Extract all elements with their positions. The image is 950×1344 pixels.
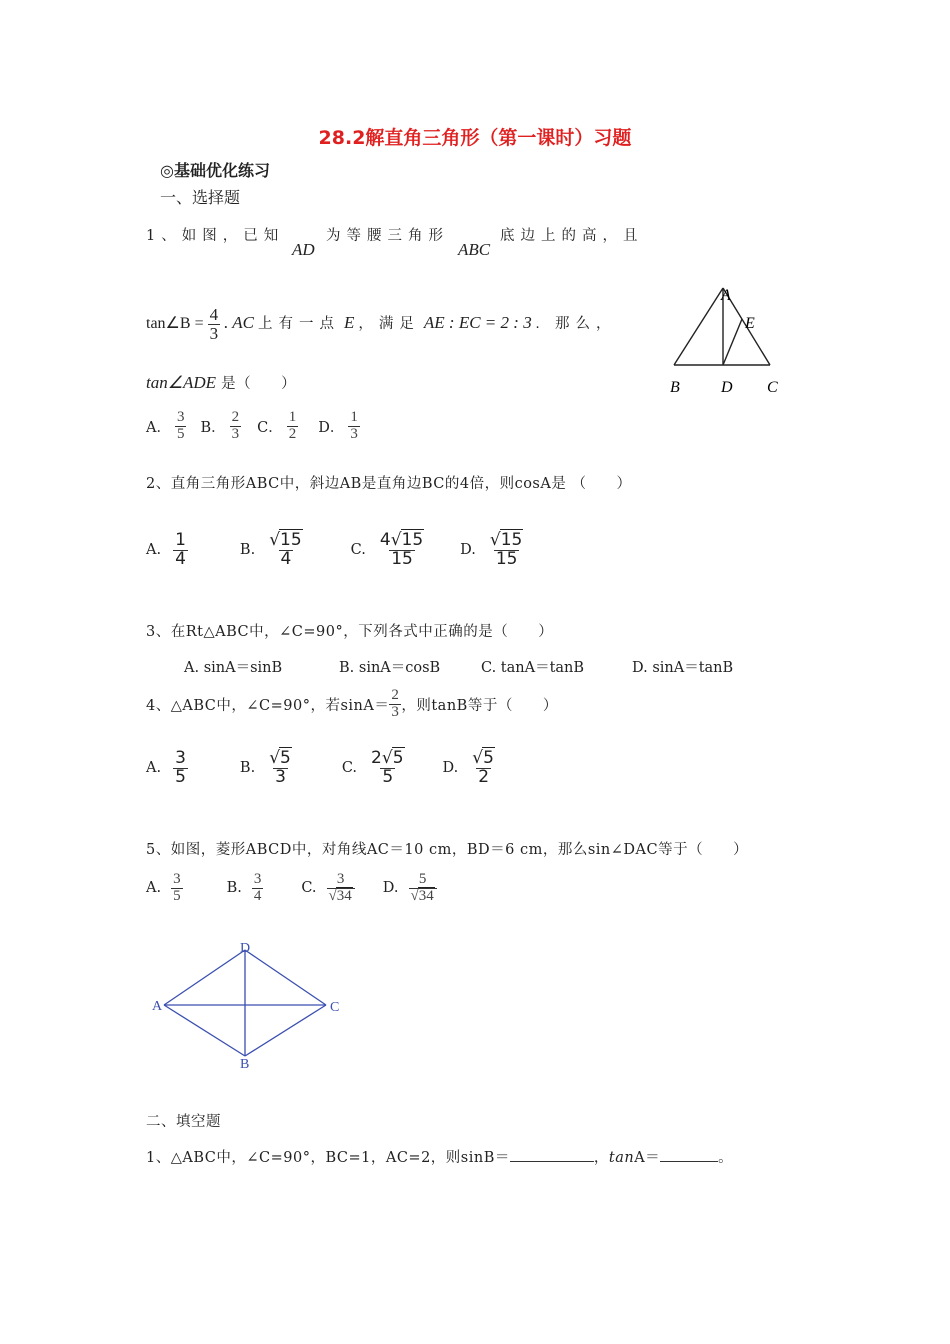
q1-triangle-figure bbox=[666, 282, 786, 398]
q5-fig-label-d: D bbox=[240, 941, 251, 956]
q2-option-radicand: 15 bbox=[280, 530, 302, 550]
fill-q1-line bbox=[146, 1146, 733, 1167]
q1-option-num: 3 bbox=[176, 409, 185, 425]
q1-option-fraction bbox=[348, 410, 360, 443]
q2-option-den: 15 bbox=[391, 548, 413, 569]
q5-fig-side-dc bbox=[245, 950, 326, 1005]
q2-option-den: 4 bbox=[175, 548, 186, 569]
q5-option-radicand: 34 bbox=[336, 887, 352, 904]
q1-line1-text: 1、如图，已知 bbox=[146, 228, 285, 244]
q1-option-fraction bbox=[287, 410, 299, 443]
q1-option-num: 2 bbox=[231, 409, 240, 425]
q5-option-radical-sign: √ bbox=[328, 887, 337, 904]
q5-option-radical-sign: √ bbox=[410, 887, 419, 904]
q2-option-label: B. bbox=[239, 542, 256, 559]
q2-option-numerator bbox=[488, 532, 525, 550]
q1-mid2-text: 底边上的高，且 bbox=[500, 228, 644, 244]
fill-q1-tail-a: A＝ bbox=[634, 1150, 661, 1166]
q4-option-radicand: 5 bbox=[483, 748, 494, 768]
q4-frac-num: 2 bbox=[391, 687, 400, 703]
q5-option-num: 5 bbox=[418, 871, 427, 887]
q4-text-post: ，则tanB等于（ ） bbox=[401, 697, 558, 714]
q1-fig-label-e: E bbox=[745, 315, 755, 332]
q2-option-radicand: 15 bbox=[401, 530, 424, 550]
q4-option-sqrt bbox=[472, 750, 495, 768]
q4-option-sqrt bbox=[382, 750, 405, 768]
q5-fig-label-a: A bbox=[152, 999, 163, 1014]
q5-option-num: 3 bbox=[173, 871, 181, 887]
q4-option-fraction bbox=[470, 750, 497, 787]
q4-option-den: 5 bbox=[175, 766, 186, 787]
q2-option-sqrt bbox=[490, 532, 523, 550]
q1-cond-text2: ，满足 bbox=[358, 316, 420, 333]
fill-q1-end: 。 bbox=[718, 1150, 734, 1166]
q2-option-numerator bbox=[378, 532, 426, 550]
q4-option-fraction bbox=[267, 750, 294, 787]
q3-option-a: A. sinA＝sinB bbox=[184, 660, 283, 676]
q5-option-radicand: 34 bbox=[418, 887, 434, 904]
q4-option-radicand: 5 bbox=[280, 748, 291, 768]
q3-option-c: C. tanA＝tanB bbox=[481, 660, 585, 676]
q1-option-den: 3 bbox=[231, 425, 240, 442]
q2-option-radical-sign: √ bbox=[390, 530, 402, 550]
q4-option-label: A. bbox=[146, 760, 162, 777]
q1-fig-label-c: C bbox=[767, 379, 778, 396]
fill-q1-text: 1、△ABC中，∠C=90°，BC=1，AC=2，则sinB＝ bbox=[146, 1150, 510, 1166]
q2-text: 2、直角三角形ABC中，斜边AB是直角边BC的4倍，则cosA是 （ ） bbox=[146, 476, 632, 492]
q1-option-label: C． bbox=[257, 419, 283, 436]
q2-option-num: 1 bbox=[175, 530, 186, 550]
q4-option-den: 5 bbox=[382, 766, 394, 787]
q4-option-label: C. bbox=[341, 760, 358, 777]
q2-option-numerator bbox=[267, 532, 304, 550]
q3-option-b: B. sinA＝cosB bbox=[339, 660, 441, 676]
q1-option-fraction bbox=[230, 410, 242, 443]
page-title: 28.2解直角三角形（第一课时）习题 bbox=[318, 127, 632, 149]
q5-fig-side-cb bbox=[245, 1005, 326, 1056]
q2-option-radicand: 15 bbox=[500, 530, 523, 550]
q4-option-radical-sign: √ bbox=[472, 748, 484, 768]
q3-text: 3、在Rt△ABC中，∠C=90°，下列各式中正确的是（ ） bbox=[146, 624, 554, 640]
q1-fig-label-d: D bbox=[721, 379, 733, 396]
fill-q1-blank-sinb[interactable] bbox=[510, 1161, 594, 1162]
q4-option-numerator bbox=[173, 750, 188, 768]
q5-option-fraction bbox=[171, 872, 183, 905]
q2-option-numerator bbox=[173, 532, 188, 550]
section-basic-heading: ◎基础优化练习 bbox=[160, 161, 270, 180]
q1-mid1-text: 为等腰三角形 bbox=[326, 228, 449, 244]
q1-tan-b-fraction bbox=[208, 306, 221, 343]
q2-option-label: D. bbox=[460, 542, 476, 559]
q1-options bbox=[146, 410, 364, 443]
q5-option-denominator bbox=[327, 888, 355, 905]
q1-fig-label-b: B bbox=[670, 379, 680, 396]
q2-option-den: 15 bbox=[495, 548, 518, 569]
q5-option-label: B. bbox=[226, 880, 242, 897]
q2-option-fraction bbox=[173, 532, 188, 569]
section-choice-heading: 一、选择题 bbox=[160, 188, 241, 207]
q1-option-label: D． bbox=[318, 419, 345, 436]
fill-q1-tan: tan bbox=[608, 1150, 635, 1166]
q2-option-sqrt bbox=[391, 532, 424, 550]
q4-option-radical-sign: √ bbox=[381, 748, 393, 768]
q2-option-den: 4 bbox=[280, 548, 292, 569]
q1-condition-line bbox=[146, 306, 616, 343]
q5-option-label: A. bbox=[146, 880, 162, 897]
q5-option-sqrt bbox=[329, 889, 353, 905]
q2-option-fraction bbox=[267, 532, 304, 569]
q1-var-abc: ABC bbox=[458, 240, 491, 259]
q5-option-den: 4 bbox=[253, 887, 262, 904]
q1-option-label: A． bbox=[146, 419, 171, 436]
q4-option-num: 3 bbox=[175, 748, 186, 768]
q1-tan-b-den: 3 bbox=[209, 323, 219, 343]
q1-option-num: 1 bbox=[350, 409, 358, 425]
q5-option-denominator bbox=[409, 888, 437, 905]
q2-option-label: C. bbox=[350, 542, 366, 559]
q4-option-sqrt bbox=[269, 750, 292, 768]
q5-option-sqrt bbox=[411, 889, 435, 905]
q5-fig-side-ad bbox=[164, 950, 245, 1005]
q1-cond-text1: 上有一点 bbox=[258, 316, 341, 333]
q4-text-line bbox=[146, 688, 558, 721]
q4-option-numerator bbox=[369, 750, 407, 768]
q4-option-coef: 2 bbox=[371, 748, 382, 768]
q5-option-num: 3 bbox=[253, 871, 262, 887]
q5-option-denominator bbox=[171, 888, 183, 905]
q5-rhombus-figure bbox=[150, 938, 350, 1072]
q5-option-fraction bbox=[252, 872, 264, 905]
q1-cond-ac: . AC bbox=[224, 313, 255, 333]
q5-option-num: 3 bbox=[336, 871, 345, 887]
q3-option-d: D. sinA＝tanB bbox=[632, 660, 734, 676]
q4-option-numerator bbox=[470, 750, 497, 768]
q5-text: 5、如图，菱形ABCD中，对角线AC＝10 cm，BD＝6 cm，那么sin∠DAC等于（ ） bbox=[146, 842, 749, 858]
q1-option-label: B． bbox=[200, 419, 226, 436]
q4-frac bbox=[389, 688, 401, 721]
q1-tan-b: tan∠B = bbox=[146, 315, 204, 333]
q5-option-den: 5 bbox=[173, 887, 181, 904]
q1-option-fraction bbox=[175, 410, 187, 443]
q2-option-radical-sign: √ bbox=[489, 530, 501, 550]
q1-ask-tail: 是（ ） bbox=[221, 376, 297, 392]
q5-fig-side-ba bbox=[164, 1005, 245, 1056]
q1-option-den: 3 bbox=[350, 425, 358, 442]
q2-option-label: A. bbox=[146, 542, 162, 559]
q2-option-coef: 4 bbox=[379, 530, 391, 550]
q1-cond-ratio: AE : EC = 2 : 3 bbox=[423, 313, 532, 333]
q4-option-fraction bbox=[173, 750, 188, 787]
q5-option-denominator bbox=[252, 888, 264, 905]
fill-q1-blank-tana[interactable] bbox=[660, 1161, 718, 1162]
q5-option-label: D. bbox=[382, 880, 399, 897]
q4-option-radicand: 5 bbox=[392, 748, 404, 768]
q1-cond-e: E bbox=[344, 313, 355, 333]
q4-text-pre: 4、△ABC中，∠C=90°，若sinA＝ bbox=[146, 697, 390, 714]
q2-options bbox=[146, 532, 525, 569]
q4-option-den: 3 bbox=[275, 766, 286, 787]
q5-options bbox=[146, 872, 437, 905]
q1-ask: tan∠ADE bbox=[146, 373, 217, 392]
q4-option-fraction bbox=[369, 750, 407, 787]
q2-option-fraction bbox=[378, 532, 426, 569]
q5-fig-label-b: B bbox=[240, 1057, 250, 1072]
q1-fig-segment-de bbox=[723, 319, 742, 365]
q4-option-label: D. bbox=[442, 760, 459, 777]
q4-option-label: B. bbox=[239, 760, 256, 777]
q4-options bbox=[146, 750, 497, 787]
q1-option-den: 2 bbox=[288, 425, 297, 442]
q5-option-label: C. bbox=[301, 880, 317, 897]
q2-option-radical-sign: √ bbox=[269, 530, 281, 550]
q1-tan-b-num: 4 bbox=[209, 305, 219, 324]
q2-option-sqrt bbox=[269, 532, 302, 550]
q5-fig-label-c: C bbox=[330, 1000, 340, 1015]
q1-fig-label-a: A bbox=[721, 287, 731, 304]
q5-option-fraction bbox=[327, 872, 355, 905]
q1-ask-line bbox=[146, 372, 296, 393]
q4-option-numerator bbox=[267, 750, 294, 768]
section-fill-heading: 二、填空题 bbox=[146, 1114, 221, 1130]
fill-q1-mid: ， bbox=[593, 1150, 609, 1166]
q4-frac-den: 3 bbox=[391, 703, 400, 720]
q5-option-fraction bbox=[409, 872, 437, 905]
q1-option-den: 5 bbox=[176, 425, 185, 442]
q1-cond-text3: . 那么， bbox=[535, 316, 617, 333]
q4-option-den: 2 bbox=[478, 766, 490, 787]
q4-option-radical-sign: √ bbox=[269, 748, 281, 768]
q1-var-ad: AD bbox=[292, 240, 315, 259]
q1-option-num: 1 bbox=[288, 409, 297, 425]
q1-fig-side-ab bbox=[674, 288, 723, 365]
q2-option-fraction bbox=[488, 532, 525, 569]
